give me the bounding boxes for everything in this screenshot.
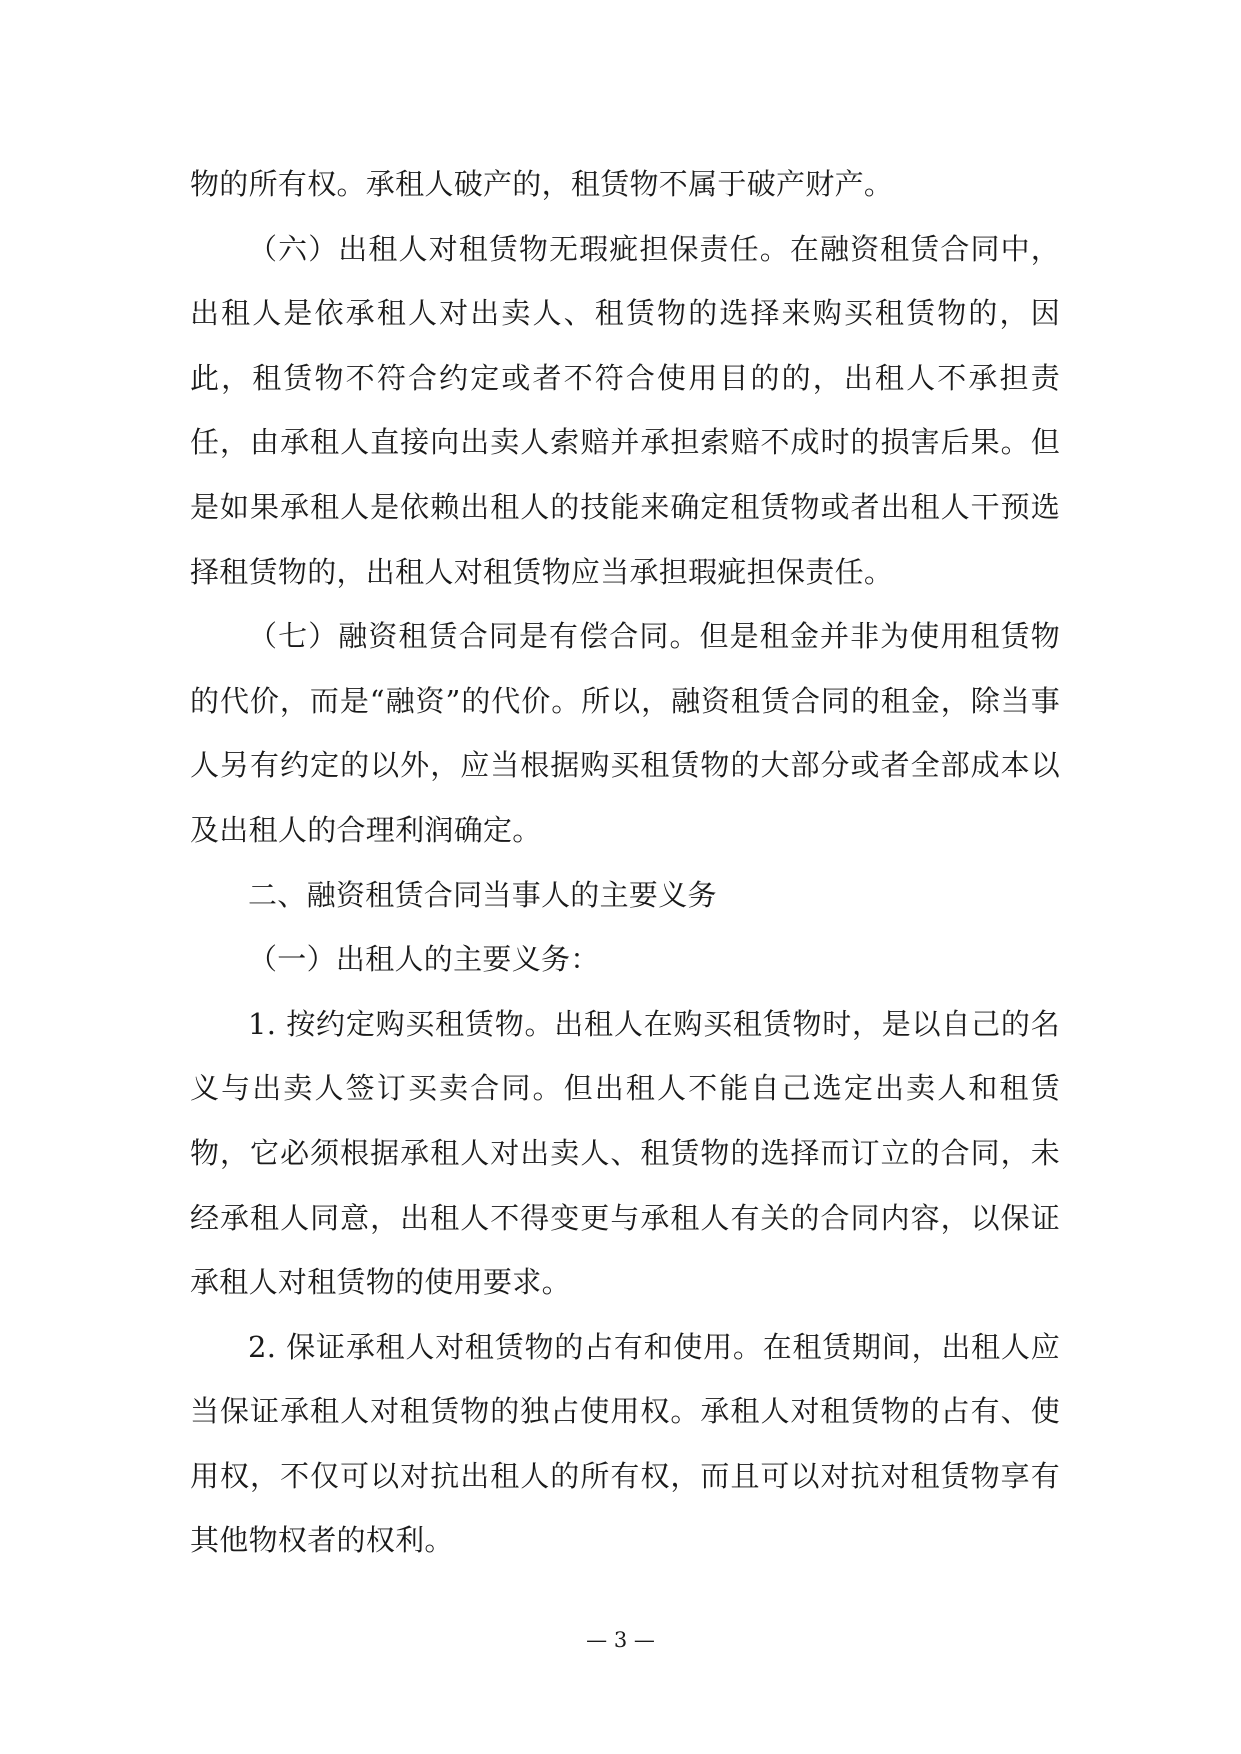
section-heading-obligations: 二、融资租赁合同当事人的主要义务 [248,877,717,912]
paragraph-item-2: 2. 保证承租人对租赁物的占有和使用。在租赁期间，出租人应当保证承租人对租赁物的独占使用权。承租人对租赁物的占有、使用权，不仅可以对抗出租人的所有权，而且可以对抗对租赁物享有其他物权者的权利。 [190,1329,1060,1558]
paragraph-item-1: 1. 按约定购买租赁物。出租人在购买租赁物时，是以自己的名义与出卖人签订买卖合同。但出租人不能自己选定出卖人和租赁物，它必须根据承租人对出卖人、租赁物的选择而订立的合同，未经承租人同意，出租人不得变更与承租人有关的合同内容，以保证承租人对租赁物的使用要求。 [190,1006,1060,1300]
page-number: — 3 — [586,1628,655,1652]
paragraph-continuation: 物的所有权。承租人破产的，租赁物不属于破产财产。 [190,167,894,201]
document-body [190,152,1060,1573]
paragraph-section-6: （六）出租人对租赁物无瑕疵担保责任。在融资租赁合同中，出租人是依承租人对出卖人、租赁物的选择来购买租赁物的，因此，租赁物不符合约定或者不符合使用目的的，出租人不承担责任，由承租人直接向出卖人索赔并承担索赔不成时的损害后果。但是如果承租人是依赖出租人的技能来确定租赁物或者出租人干预选择租赁物的，出租人对租赁物应当承担瑕疵担保责任。 [190,231,1060,589]
paragraph-section-7: （七）融资租赁合同是有偿合同。但是租金并非为使用租赁物的代价，而是“融资”的代价。所以，融资租赁合同的租金，除当事人另有约定的以外，应当根据购买租赁物的大部分或者全部成本以及出租人的合理利润确定。 [190,619,1060,847]
subheading-lessor-obligations: （一）出租人的主要义务： [248,942,600,977]
